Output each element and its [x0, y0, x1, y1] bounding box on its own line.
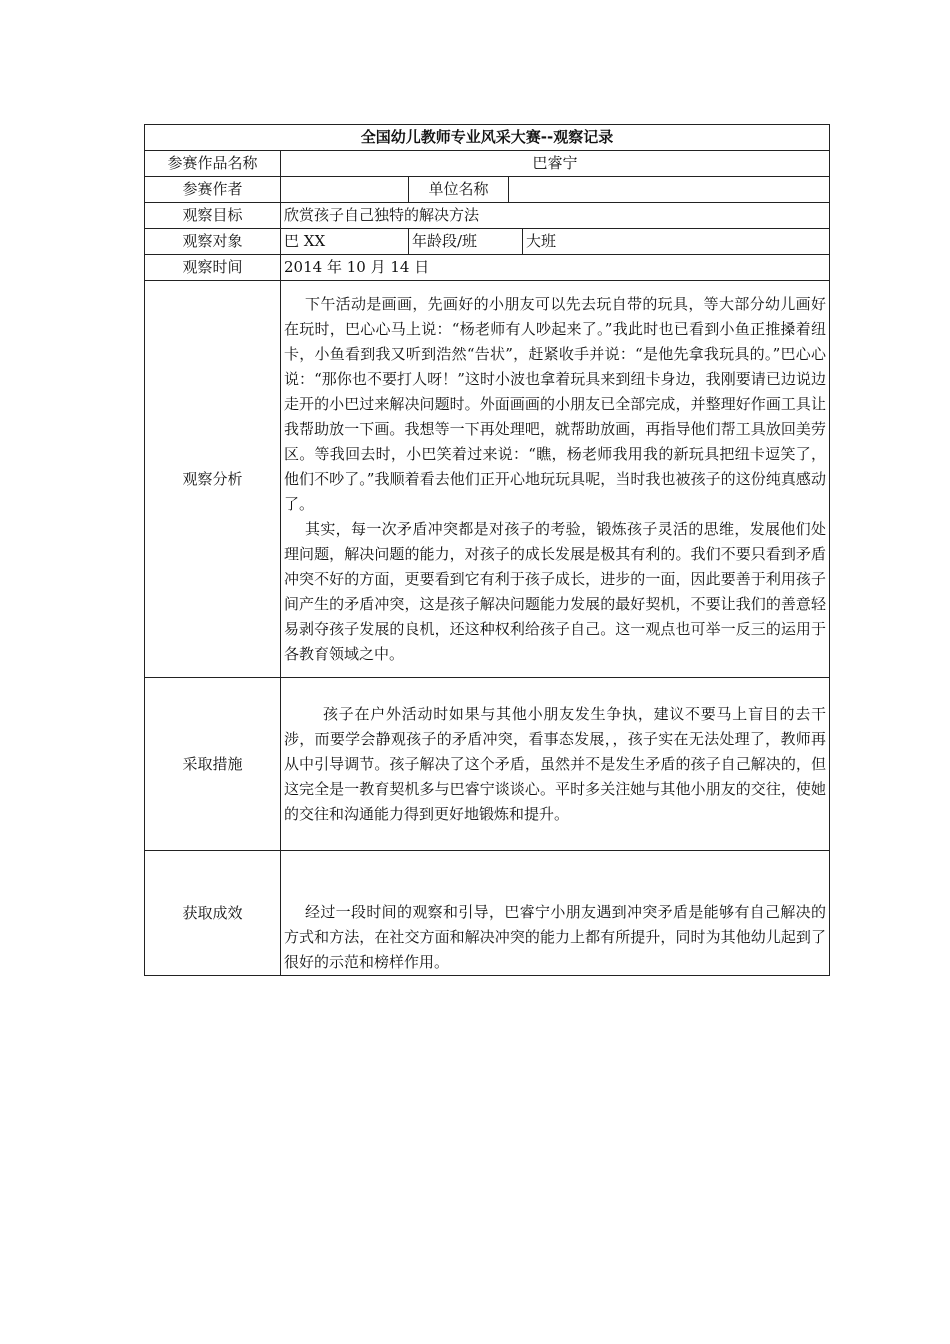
unit-value: [509, 177, 830, 203]
work-name-value: 巴睿宁: [281, 151, 830, 177]
table-title: 全国幼儿教师专业风采大赛--观察记录: [145, 125, 830, 151]
subject-value: 巴 XX: [281, 229, 409, 255]
age-label: 年龄段/班: [409, 229, 523, 255]
work-name-label: 参赛作品名称: [145, 151, 281, 177]
results-content: [281, 851, 830, 976]
subject-label: 观察对象: [145, 229, 281, 255]
author-value: [281, 177, 409, 203]
results-paragraph: 经过一段时间的观察和引导，巴睿宁小朋友遇到冲突矛盾是能够有自己解决的方式和方法，在社交方面和解决冲突的能力上都有所提升，同时为其他幼儿起到了很好的示范和榜样作用。: [284, 903, 826, 971]
unit-label: 单位名称: [409, 177, 509, 203]
results-label: 获取成效: [145, 851, 281, 976]
observation-record-table: [144, 124, 830, 976]
analysis-paragraph-2: 其实，每一次矛盾冲突都是对孩子的考验，锻炼孩子灵活的思维，发展他们处理问题，解决问题的能力，对孩子的成长发展是极其有利的。我们不要只看到矛盾冲突不好的方面，更要看到它有利于孩子成长，进步的一面，因此要善于利用孩子间产生的矛盾冲突，这是孩子解决问题能力发展的最好契机，不要让我们的善意轻易剥夺孩子发展的良机，还这种权利给孩子自己。这一观点也可举一反三的运用于各教育领域之中。: [284, 519, 826, 663]
time-value: 2014 年 10 月 14 日: [281, 255, 830, 281]
analysis-content: [281, 281, 830, 678]
author-label: 参赛作者: [145, 177, 281, 203]
analysis-paragraph-1: 下午活动是画画，先画好的小朋友可以先去玩自带的玩具，等大部分幼儿画好在玩时，巴心心马上说：“杨老师有人吵起来了。”我此时也已看到小鱼正推搡着纽卡，小鱼看到我又听到浩然“告状”，赶紧收手并说：“是他先拿我玩具的。”巴心心说：“那你也不要打人呀！”这时小波也拿着玩具来到纽卡身边，我刚要请已边说边走开的小巴过来解决问题时。外面画画的小朋友已全部完成，并整理好作画工具让我帮助放一下画。我想等一下再处理吧，就帮助放画，再指导他们帮工具放回美劳区。等我回去时，小巴笑着过来说：“瞧，杨老师我用我的新玩具把纽卡逗笑了，他们不吵了。”我顺着看去他们正开心地玩玩具呢，当时我也被孩子的这份纯真感动了。: [284, 294, 826, 513]
goal-label: 观察目标: [145, 203, 281, 229]
measures-label: 采取措施: [145, 678, 281, 851]
analysis-label: 观察分析: [145, 281, 281, 678]
age-value: 大班: [523, 229, 830, 255]
goal-value: 欣赏孩子自己独特的解决方法: [281, 203, 830, 229]
measures-paragraph: 孩子在户外活动时如果与其他小朋友发生争执，建议不要马上盲目的去干涉，而要学会静观孩子的矛盾冲突，看事态发展，，孩子实在无法处理了，教师再从中引导调节。孩子解决了这个矛盾，虽然并不是发生矛盾的孩子自己解决的，但这完全是一教育契机多与巴睿宁谈谈心。平时多关注她与其他小朋友的交往，使她的交往和沟通能力得到更好地锻炼和提升。: [284, 704, 826, 823]
measures-content: [281, 678, 830, 851]
time-label: 观察时间: [145, 255, 281, 281]
